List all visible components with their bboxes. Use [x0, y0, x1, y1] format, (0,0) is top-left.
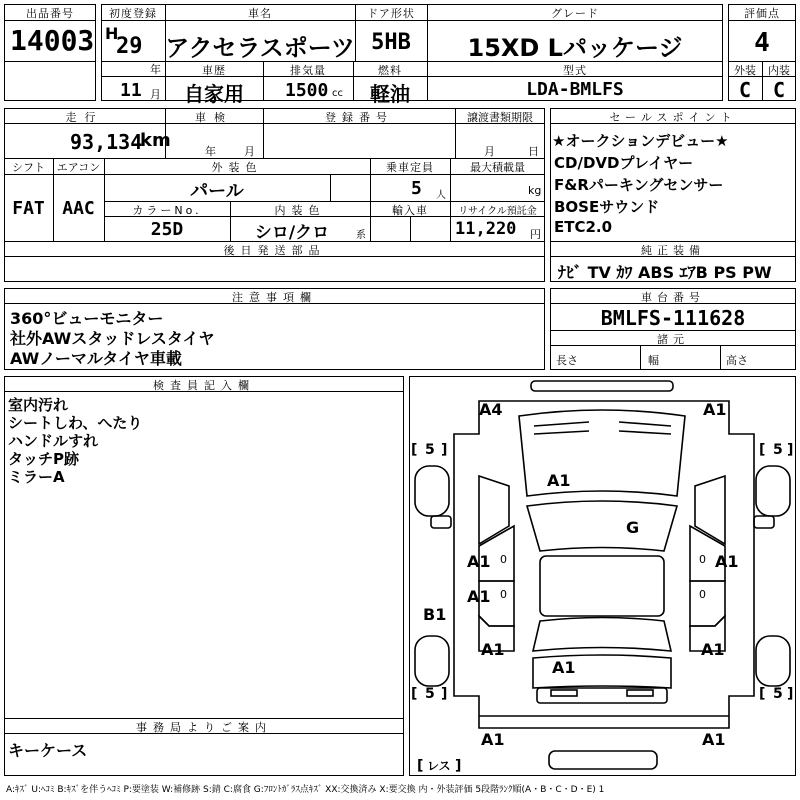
mileage: 93,134 — [70, 130, 143, 154]
inspection-label: 車検 — [195, 111, 233, 124]
sales-item: F&Rパーキングセンサー — [554, 176, 724, 194]
transfer-day: 日 — [528, 145, 539, 158]
mark-hood: A1 — [547, 471, 571, 490]
height-label: 高さ — [726, 354, 748, 367]
era: H — [105, 24, 119, 43]
width-label: 幅 — [648, 354, 659, 367]
inspector-line: 室内汚れ — [8, 396, 69, 414]
model: LDA-BMLFS — [526, 79, 624, 100]
color-no-label: カラーNo. — [132, 204, 202, 217]
caution-label: 注意事項欄 — [232, 291, 317, 304]
sales-item: ★オークションデビュー★ — [552, 132, 729, 150]
mark-roof: G — [626, 518, 640, 537]
mark-left-rear-door: A1 — [467, 587, 491, 606]
sales-item: BOSEサウンド — [554, 198, 660, 216]
spare-tire: レス — [427, 759, 451, 773]
car-name: アクセラスポーツ — [165, 34, 355, 62]
displacement-label: 排気量 — [290, 64, 326, 77]
ext-grade: C — [738, 78, 752, 102]
mark-front-right: A1 — [703, 400, 727, 419]
mark-zero: 0 — [699, 588, 706, 601]
shift: FAT — [12, 198, 45, 219]
inspector-line: ミラーA — [8, 468, 65, 486]
chassis-number: BMLFS-111628 — [600, 306, 746, 330]
grade-label: グレード — [551, 7, 599, 20]
mark-zero: 0 — [500, 588, 507, 601]
year-unit: 年 — [150, 63, 161, 76]
ac: AAC — [62, 198, 95, 219]
int-label: 内装 — [768, 64, 790, 77]
svg-text:]: ] — [441, 686, 448, 702]
shift-label: シフト — [12, 161, 45, 174]
door-type: 5HB — [371, 30, 411, 55]
tire-fl-tread: 5 — [425, 442, 435, 458]
mark-zero: 0 — [500, 553, 507, 566]
import-label: 輸入車 — [392, 204, 428, 217]
lot-label: 出品番号 — [26, 7, 74, 20]
mark-left-front-door: A1 — [467, 552, 491, 571]
score: 4 — [754, 28, 770, 58]
tire-rl-tread: 5 — [425, 686, 435, 702]
mark-zero: 0 — [699, 553, 706, 566]
length-label: 長さ — [556, 354, 578, 367]
car-name-label: 車名 — [248, 7, 272, 20]
capacity: 5 — [411, 178, 422, 199]
cc-unit: cc — [332, 88, 343, 99]
svg-text:[: [ — [411, 442, 418, 458]
transfer-label: 譲渡書類期限 — [467, 111, 533, 124]
history: 自家用 — [184, 82, 244, 106]
interior-color: シロ/クロ — [254, 223, 330, 243]
sales-item: CD/DVDプレイヤー — [554, 154, 694, 172]
load-unit: kg — [528, 184, 542, 197]
model-label: 型式 — [563, 64, 587, 77]
yen-unit: 円 — [530, 228, 541, 241]
month-unit: 月 — [150, 88, 161, 101]
ac-label: エアコン — [56, 161, 101, 174]
door-label: ドア形状 — [367, 7, 415, 20]
svg-text:[: [ — [759, 442, 766, 458]
score-label: 評価点 — [744, 7, 780, 20]
capacity-label: 乗車定員 — [386, 161, 434, 174]
displacement: 1500 — [285, 80, 329, 101]
mark-left-pillar: B1 — [423, 605, 447, 624]
inspector-label: 検査員記入欄 — [153, 379, 255, 392]
mark-right-front-door: A1 — [715, 552, 739, 571]
reg-month: 11 — [120, 80, 142, 101]
capacity-unit: 人 — [436, 190, 446, 201]
svg-text:]: ] — [455, 758, 462, 774]
equipment-items: ﾅﾋﾞ TV ｶﾜ ABS ｴｱB PS PW — [558, 263, 772, 282]
interior-color-label: 内装色 — [274, 204, 326, 217]
color-label: 外装色 — [211, 161, 263, 174]
grade: 15XD Lパッケージ — [467, 34, 683, 62]
office-label: 事務局よりご案内 — [136, 721, 272, 734]
svg-text:[: [ — [417, 758, 424, 774]
svg-text:]: ] — [441, 442, 448, 458]
equipment-label: 純正装備 — [641, 244, 705, 257]
inspector-line: ハンドルすれ — [8, 432, 99, 450]
svg-text:[: [ — [759, 686, 766, 702]
fuel: 軽油 — [370, 82, 410, 106]
inspector-line: シートしわ、へたり — [8, 414, 143, 432]
chassis-label: 車台番号 — [641, 291, 705, 304]
tire-fr-tread: 5 — [773, 442, 783, 458]
int-grade: C — [772, 78, 786, 102]
car-diagram — [409, 376, 796, 776]
mark-front-left: A4 — [479, 400, 503, 419]
caution-line: AWノーマルタイヤ車載 — [10, 349, 182, 368]
recycle-label: リサイクル預託金 — [458, 206, 537, 217]
kei-unit: 系 — [356, 230, 366, 241]
color-no: 25D — [150, 219, 184, 240]
office-text: キーケース — [8, 741, 88, 760]
legend: A:ｷｽﾞ U:ﾍｺﾐ B:ｷｽﾞを伴うﾍｺﾐ P:要塗装 W:補修跡 S:錆 C:腐食 G:ﾌﾛﾝﾄｶﾞﾗｽ点ｷｽﾞ XX:交換済み X:要交換 内・外装評価 5段階ﾗﾝｸ順(A・B・C・D・E) 1 — [6, 785, 605, 795]
inspector-line: タッチP跡 — [8, 450, 79, 468]
mark-rear-left: A1 — [481, 730, 505, 749]
first-reg-label: 初度登録 — [109, 7, 157, 20]
spec-label: 諸元 — [657, 333, 689, 346]
fuel-label: 燃料 — [378, 64, 402, 77]
ext-label: 外装 — [734, 64, 756, 77]
transfer-month: 月 — [484, 145, 495, 158]
reg-year: 29 — [116, 34, 143, 59]
svg-text:[: [ — [411, 686, 418, 702]
svg-text:]: ] — [787, 442, 794, 458]
caution-line: 360°ビューモニター — [10, 309, 164, 328]
history-label: 車歴 — [202, 64, 226, 77]
insp-year-unit: 年 — [205, 145, 216, 158]
svg-text:]: ] — [787, 686, 794, 702]
km-unit: km — [140, 130, 171, 151]
later-parts-label: 後日発送部品 — [223, 244, 326, 257]
lot-number: 14003 — [10, 24, 95, 57]
mark-rear-right: A1 — [702, 730, 726, 749]
mileage-label: 走行 — [65, 111, 104, 124]
sales-label: セールスポイント — [609, 111, 737, 124]
insp-month-unit: 月 — [244, 145, 255, 158]
mark-right-rear: A1 — [701, 640, 725, 659]
mark-trunk: A1 — [552, 658, 576, 677]
caution-line: 社外AWスタッドレスタイヤ — [10, 329, 215, 348]
mark-left-rear: A1 — [481, 640, 505, 659]
reg-number-label: 登録番号 — [325, 111, 393, 124]
load-label: 最大積載量 — [470, 161, 525, 174]
tire-rr-tread: 5 — [773, 686, 783, 702]
sales-item: ETC2.0 — [554, 218, 613, 236]
recycle: 11,220 — [455, 219, 517, 239]
color: パール — [190, 181, 244, 202]
